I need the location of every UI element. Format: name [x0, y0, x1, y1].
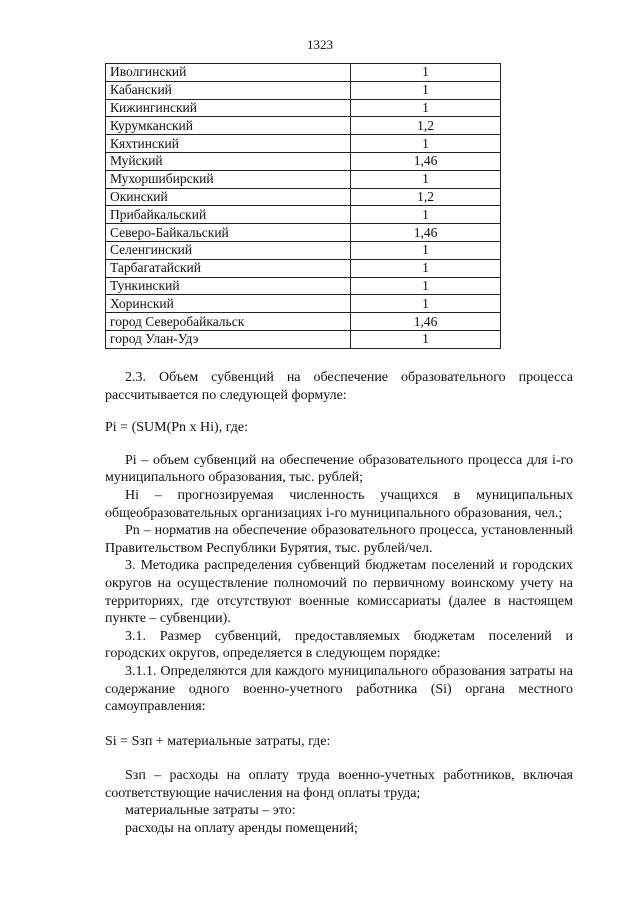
- paragraph-3-1: 3.1. Размер субвенций, предоставляемых бюджетам поселений и городских округов, определяется в следующем порядке:: [105, 628, 573, 662]
- table-row: [106, 295, 501, 313]
- document-body: [105, 369, 573, 838]
- coefficient-value: 1: [351, 241, 501, 259]
- coefficient-value: 1: [351, 330, 501, 348]
- municipality-name: Муйский: [106, 152, 351, 170]
- coefficient-value: 1,2: [351, 188, 501, 206]
- table-row: [106, 259, 501, 277]
- municipality-name: Тарбагатайский: [106, 259, 351, 277]
- coefficient-value: 1: [351, 206, 501, 224]
- definition-pn: Pn – норматив на обеспечение образовательного процесса, установленный Правительством Республики Бурятия, тыс. рублей/чел.: [105, 523, 573, 556]
- coefficient-value: 1,2: [351, 117, 501, 135]
- formula-pi: Pi = (SUM(Pn x Hi), где:: [105, 420, 248, 436]
- table-row: [106, 117, 501, 135]
- coefficient-value: 1,46: [351, 313, 501, 331]
- coefficient-value: 1: [351, 170, 501, 188]
- paragraph-3-1-1: 3.1.1. Определяются для каждого муниципального образования затраты на содержание одного военно-учетного работника (Si) органа местного самоуправления:: [105, 663, 573, 715]
- coefficient-value: 1: [351, 135, 501, 153]
- coefficient-value: 1: [351, 81, 501, 99]
- table-row: [106, 64, 501, 82]
- municipality-name: Мухоршибирский: [106, 170, 351, 188]
- material-costs-heading: материальные затраты – это:: [125, 803, 296, 819]
- formula-si: Si = Sзп + материальные затраты, где:: [105, 733, 331, 749]
- table-row: [106, 99, 501, 117]
- municipality-name: Прибайкальский: [106, 206, 351, 224]
- definition-szp: Sзп – расходы на оплату труда военно-учетных работников, включая соответствующие начисления на фонд оплаты труда;: [105, 768, 573, 801]
- municipality-name: Кабанский: [106, 81, 351, 99]
- municipality-name: Кяхтинский: [106, 135, 351, 153]
- municipality-name: Тункинский: [106, 277, 351, 295]
- definition-hi: Hi – прогнозируемая численность учащихся в муниципальных общеобразовательных организациях i-го муниципального образования, чел.;: [105, 487, 573, 521]
- coefficient-value: 1: [351, 99, 501, 117]
- table-row: [106, 152, 501, 170]
- municipality-name: Иволгинский: [106, 64, 351, 82]
- coefficient-value: 1,46: [351, 152, 501, 170]
- definition-pi: Pi – объем субвенций на обеспечение образовательного процесса для i-го муниципального образования, тыс. рублей;: [105, 452, 573, 486]
- municipality-name: Окинский: [106, 188, 351, 206]
- coefficient-value: 1,46: [351, 224, 501, 242]
- municipality-name: Кижингинский: [106, 99, 351, 117]
- table-row: [106, 206, 501, 224]
- table-row: [106, 81, 501, 99]
- paragraph-2-3: 2.3. Объем субвенций на обеспечение образовательного процесса рассчитывается по следующей формуле:: [105, 370, 573, 403]
- municipality-name: город Северобайкальск: [106, 313, 351, 331]
- rent-costs-item: расходы на оплату аренды помещений;: [125, 821, 358, 837]
- coefficient-value: 1: [351, 277, 501, 295]
- municipality-name: Хоринский: [106, 295, 351, 313]
- municipality-name: город Улан-Удэ: [106, 330, 351, 348]
- table-row: [106, 170, 501, 188]
- municipality-name: Селенгинский: [106, 241, 351, 259]
- table-row: [106, 330, 501, 348]
- table-row: [106, 241, 501, 259]
- coefficient-value: 1: [351, 295, 501, 313]
- table-row: [106, 224, 501, 242]
- table-row: [106, 277, 501, 295]
- table-row: [106, 313, 501, 331]
- municipality-name: Курумканский: [106, 117, 351, 135]
- table-row: [106, 188, 501, 206]
- page-number: 1323: [307, 37, 333, 52]
- paragraph-3: 3. Методика распределения субвенций бюджетам поселений и городских округов на осуществление полномочий по первичному воинскому учету на территориях, где отсутствуют военные комиссариаты (далее в настоящем пункте – субвенции).: [105, 558, 573, 627]
- coefficient-table-body: [106, 64, 501, 349]
- coefficient-value: 1: [351, 259, 501, 277]
- municipality-name: Северо-Байкальский: [106, 224, 351, 242]
- coefficient-value: 1: [351, 64, 501, 82]
- table-row: [106, 135, 501, 153]
- coefficient-table: [105, 63, 501, 349]
